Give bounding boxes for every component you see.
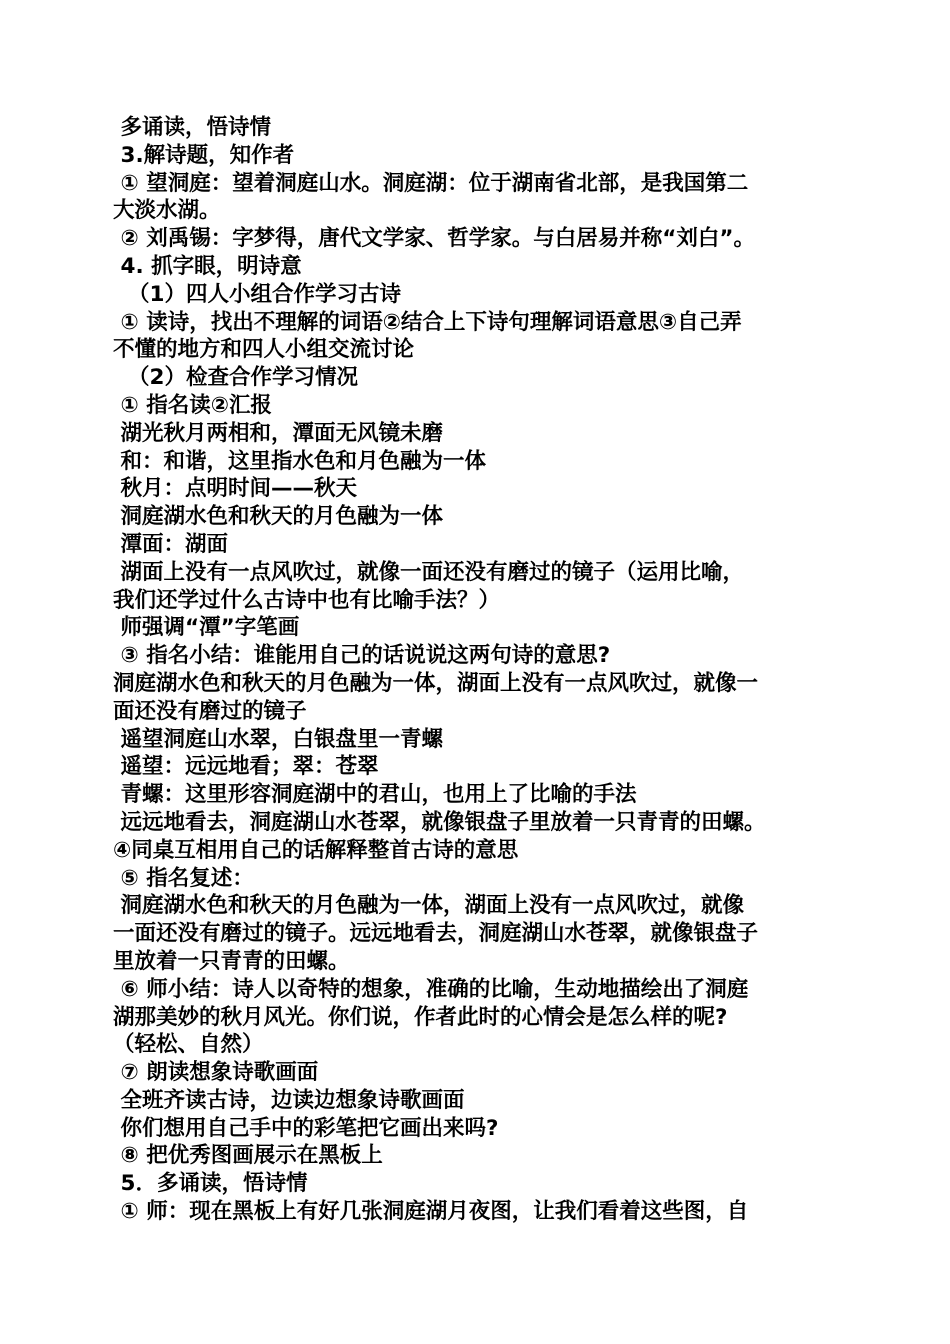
- text-line: 5．多诵读，悟诗情: [113, 1171, 308, 1197]
- text-line: 遥望：远远地看；翠：苍翠: [113, 754, 379, 780]
- text-line: ⑤ 指名复述：: [113, 865, 254, 891]
- text-line: 遥望洞庭山水翠，白银盘里一青螺: [113, 726, 444, 752]
- text-line: 全班齐读古诗，边读边想象诗歌画面: [113, 1087, 465, 1113]
- text-line: 3.解诗题，知作者: [113, 142, 295, 168]
- text-line: 我们还学过什么古诗中也有比喻手法？）: [113, 587, 501, 613]
- document-page: [113, 114, 843, 1226]
- text-line: 和：和谐，这里指水色和月色融为一体: [113, 448, 487, 474]
- text-line: 青螺：这里形容洞庭湖中的君山，也用上了比喻的手法: [113, 782, 637, 808]
- text-line: （2）检查合作学习情况: [113, 365, 358, 391]
- text-line: 你们想用自己手中的彩笔把它画出来吗?: [113, 1115, 499, 1141]
- text-line: ② 刘禹锡：字梦得，唐代文学家、哲学家。与白居易并称“刘白”。: [113, 226, 755, 252]
- text-line: ⑦ 朗读想象诗歌画面: [113, 1060, 319, 1086]
- text-line: 洞庭湖水色和秋天的月色融为一体，湖面上没有一点风吹过，就像: [113, 893, 745, 919]
- text-line: 洞庭湖水色和秋天的月色融为一体，湖面上没有一点风吹过，就像一: [113, 670, 759, 696]
- text-line: 秋月：点明时间——秋天: [113, 476, 358, 502]
- text-line: 面还没有磨过的镜子: [113, 698, 307, 724]
- text-line: ⑥ 师小结：诗人以奇特的想象，准确的比喻，生动地描绘出了洞庭: [113, 976, 749, 1002]
- text-line: （1）四人小组合作学习古诗: [113, 281, 401, 307]
- text-line: 湖光秋月两相和，潭面无风镜未磨: [113, 420, 444, 446]
- text-line: ① 指名读②汇报: [113, 392, 272, 418]
- text-line: 里放着一只青青的田螺。: [113, 948, 350, 974]
- text-line: 大淡水湖。: [113, 198, 221, 224]
- text-line: （轻松、自然）: [113, 1032, 264, 1058]
- text-line: ① 师：现在黑板上有好几张洞庭湖月夜图，让我们看着这些图，自: [113, 1199, 749, 1225]
- text-line: 不懂的地方和四人小组交流讨论: [113, 337, 415, 363]
- text-line: 湖面上没有一点风吹过，就像一面还没有磨过的镜子（运用比喻，: [113, 559, 745, 585]
- text-line: ④同桌互相用自己的话解释整首古诗的意思: [113, 837, 519, 863]
- text-line: 一面还没有磨过的镜子。远远地看去，洞庭湖山水苍翠，就像银盘子: [113, 921, 759, 947]
- text-line: 洞庭湖水色和秋天的月色融为一体: [113, 504, 444, 530]
- text-line: 4. 抓字眼，明诗意: [113, 253, 302, 279]
- text-line: 潭面：湖面: [113, 531, 229, 557]
- text-line: 远远地看去，洞庭湖山水苍翠，就像银盘子里放着一只青青的田螺。: [113, 809, 766, 835]
- text-line: 湖那美妙的秋月风光。你们说，作者此时的心情会是怎么样的呢?: [113, 1004, 728, 1030]
- text-line: ⑧ 把优秀图画展示在黑板上: [113, 1143, 383, 1169]
- text-line: 多诵读，悟诗情: [113, 115, 272, 140]
- text-line: ③ 指名小结：谁能用自己的话说说这两句诗的意思?: [113, 643, 611, 669]
- text-line: ① 读诗，找出不理解的词语②结合上下诗句理解词语意思③自己弄: [113, 309, 742, 335]
- text-line: 师强调“潭”字笔画: [113, 615, 300, 641]
- text-line: ① 望洞庭：望着洞庭山水。洞庭湖：位于湖南省北部，是我国第二: [113, 170, 749, 196]
